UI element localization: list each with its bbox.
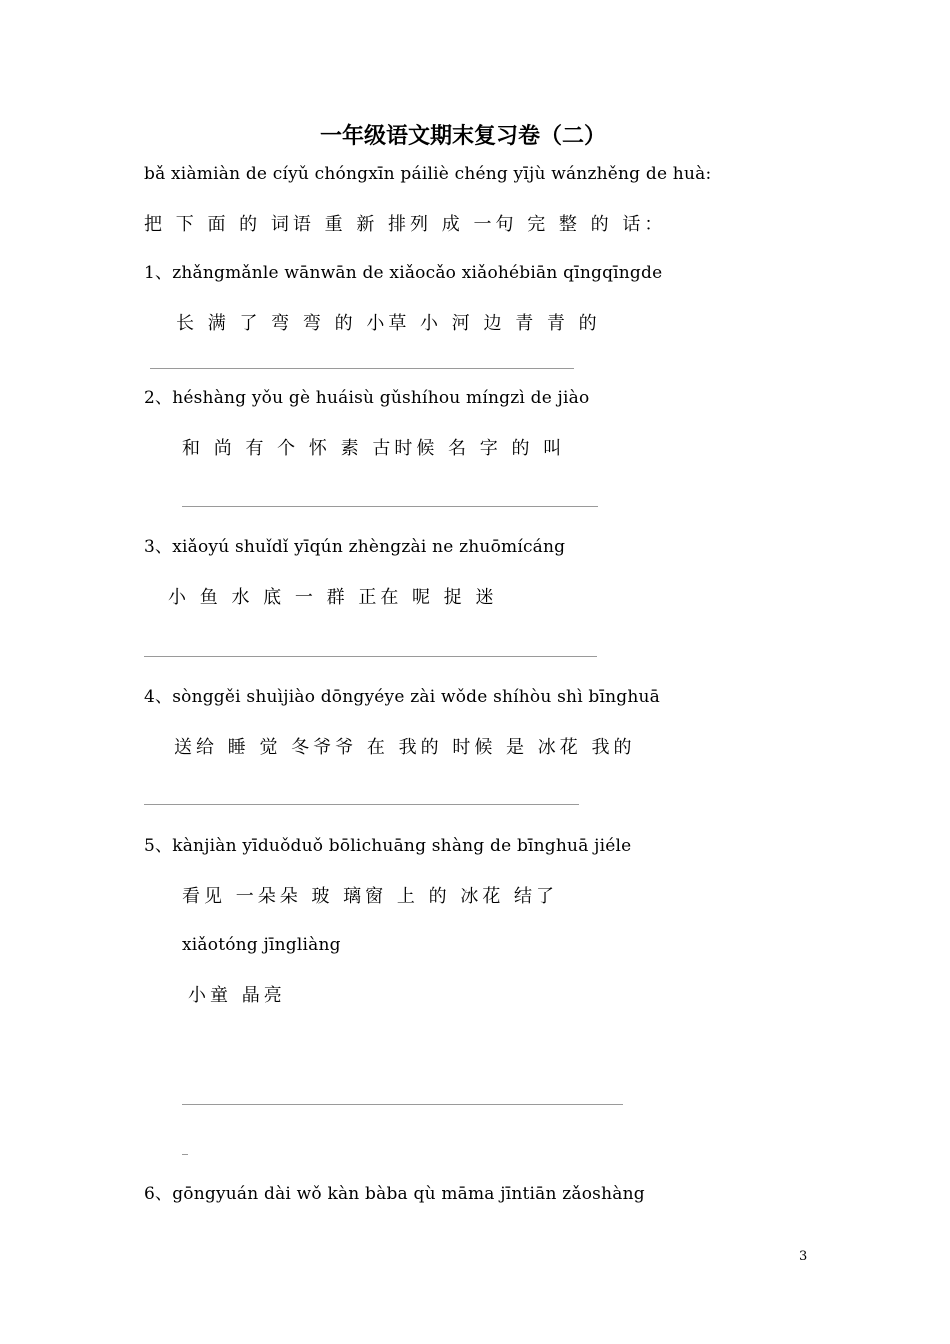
item-2-hanzi: 和 尚 有 个 怀 素 古时候 名 字 的 叫 [182,438,566,459]
item-6-pinyin: 6、gōngyuán dài wǒ kàn bàba qù māma jīntiān zǎoshàng [144,1184,645,1204]
item-3-answer-line[interactable] [144,656,597,657]
item-3-hanzi: 小 鱼 水 底 一 群 正在 呢 捉 迷 [168,587,498,608]
item-5-answer-line[interactable] [182,1104,623,1105]
item-1-hanzi: 长 满 了 弯 弯 的 小草 小 河 边 青 青 的 [176,313,601,334]
item-1-pinyin: 1、zhǎngmǎnle wānwān de xiǎocǎo xiǎohébiān qīngqīngde [144,263,663,283]
item-2-pinyin: 2、héshàng yǒu gè huáisù gǔshíhou míngzì de jiào [144,388,590,408]
stray-dash-mark [182,1154,188,1155]
instruction-hanzi: 把 下 面 的 词语 重 新 排列 成 一句 完 整 的 话： [144,214,667,235]
page-title: 一年级语文期末复习卷（二） [320,124,607,149]
item-5-pinyin-continued: xiǎotóng jīngliàng [182,935,341,955]
item-5-pinyin: 5、kànjiàn yīduǒduǒ bōlichuāng shàng de bīnghuā jiéle [144,836,632,856]
item-4-answer-line[interactable] [144,804,579,805]
item-4-pinyin: 4、sònggěi shuìjiào dōngyéye zài wǒde shíhòu shì bīnghuā [144,687,661,707]
item-5-hanzi-continued: 小童 晶亮 [188,985,286,1006]
item-1-answer-line[interactable] [150,368,574,369]
instruction-pinyin: bǎ xiàmiàn de cíyǔ chóngxīn páiliè chéng yījù wánzhěng de huà: [144,164,712,184]
item-2-answer-line[interactable] [182,506,598,507]
item-3-pinyin: 3、xiǎoyú shuǐdǐ yīqún zhèngzài ne zhuōmícáng [144,537,566,557]
page-number: 3 [799,1249,808,1264]
item-5-hanzi: 看见 一朵朵 玻 璃窗 上 的 冰花 结了 [182,886,559,907]
item-4-hanzi: 送给 睡 觉 冬爷爷 在 我的 时候 是 冰花 我的 [174,737,636,758]
